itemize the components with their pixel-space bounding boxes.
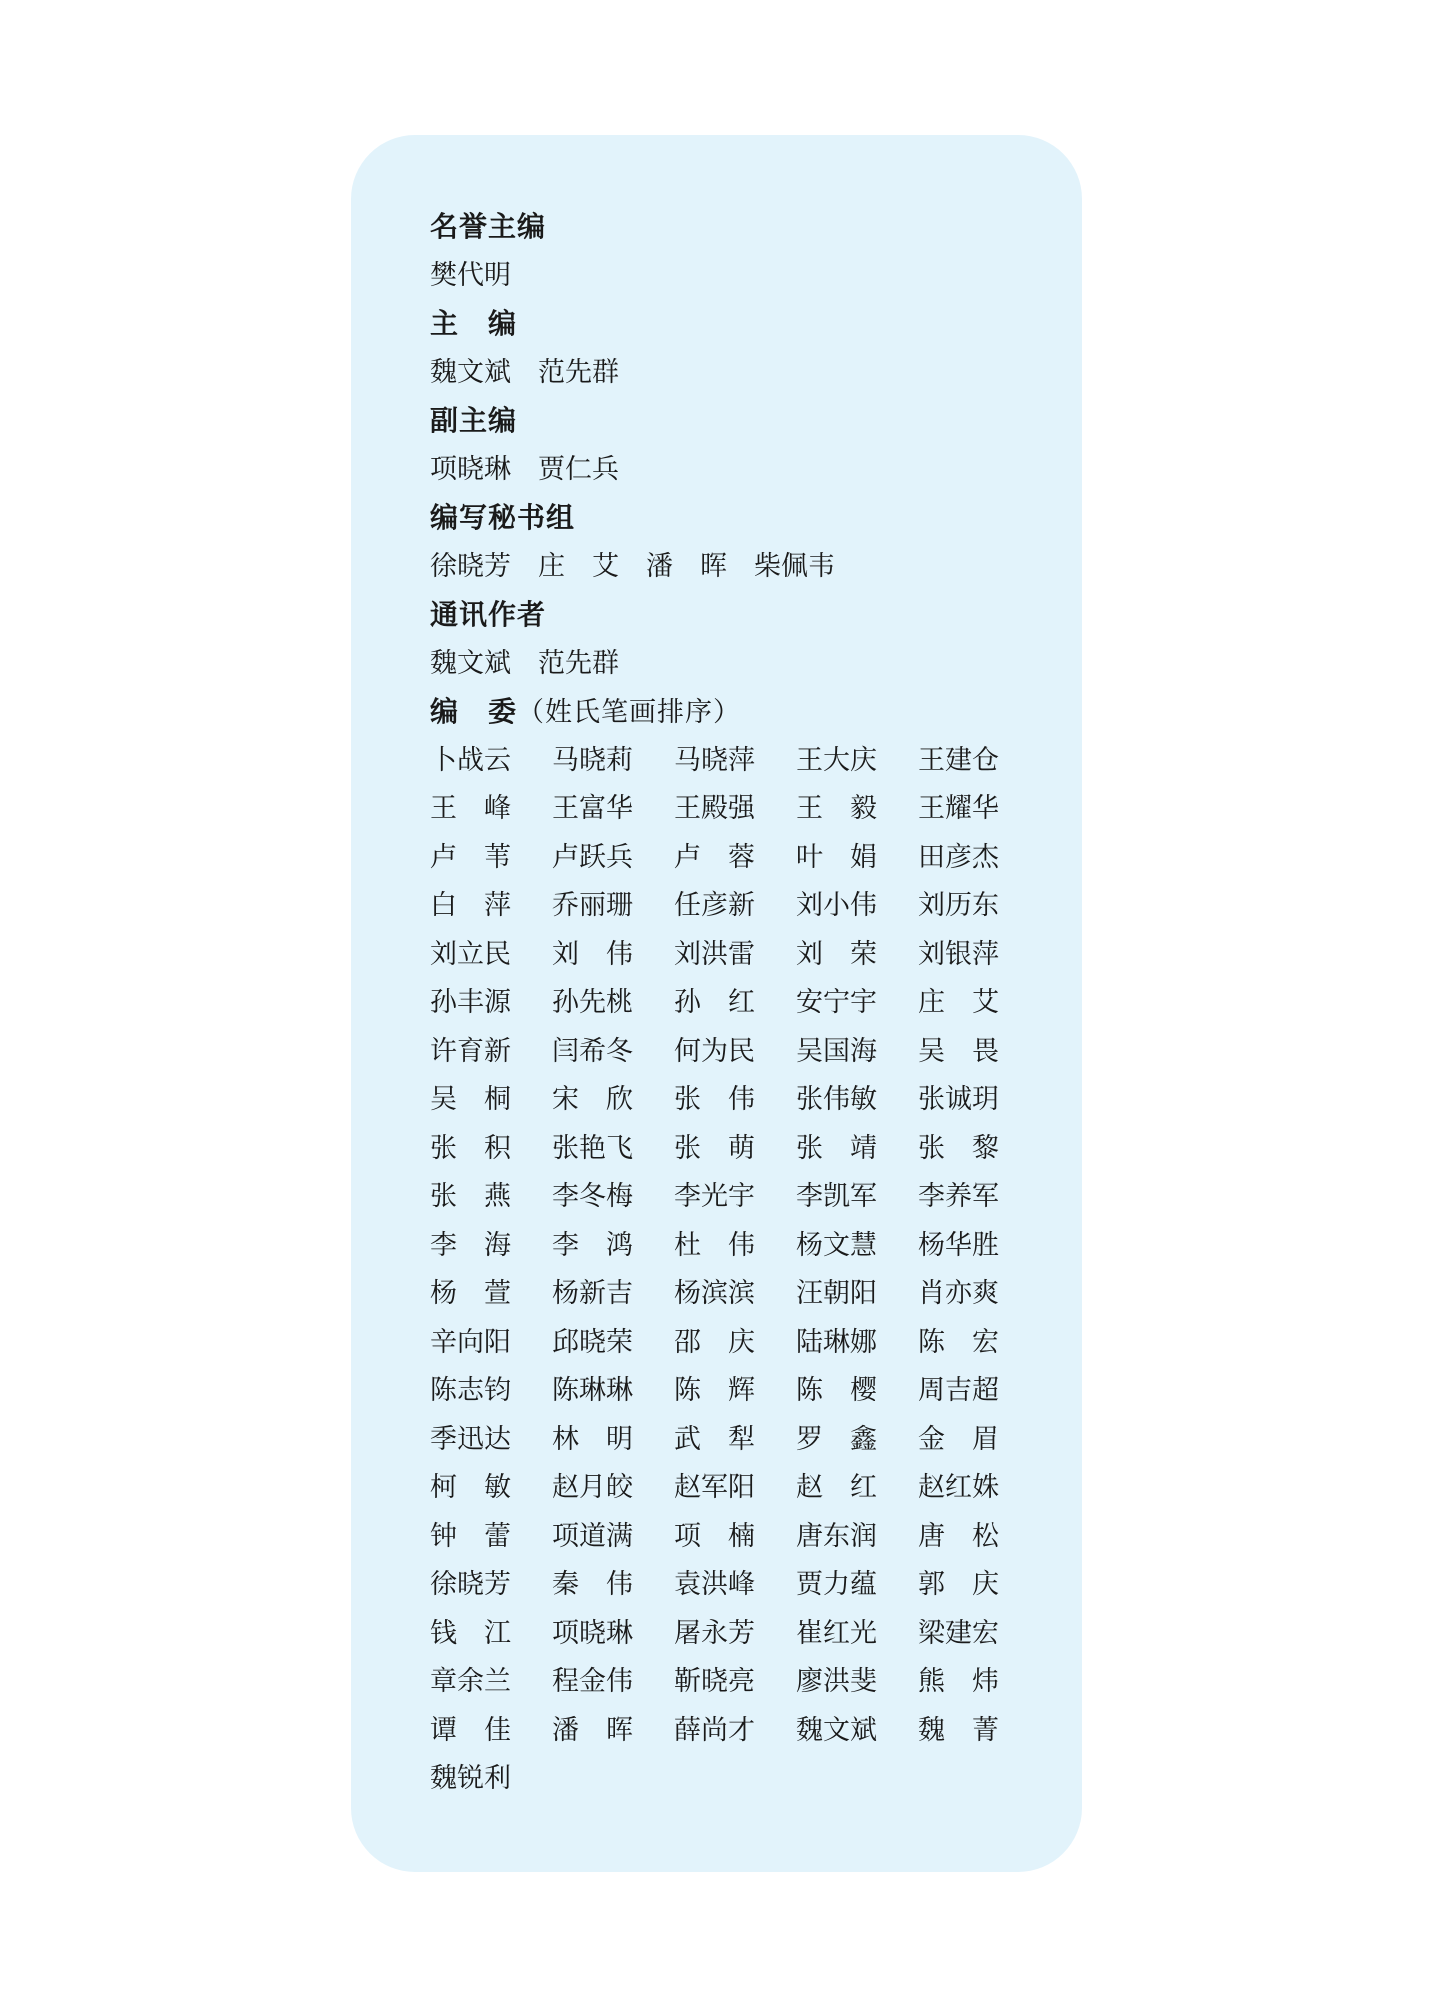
committee-member-name: 宋 欣 <box>552 1084 633 1115</box>
committee-member-name: 陈 宏 <box>918 1326 999 1358</box>
committee-member-name: 何为民 <box>674 1035 755 1067</box>
committee-member-name: 徐晓芳 <box>430 1569 511 1600</box>
committee-member-name: 卜战云 <box>430 744 511 776</box>
section-names-honorary-editor: 樊代明 <box>430 259 511 291</box>
committee-member-name: 陈 樱 <box>796 1375 877 1406</box>
committee-row <box>430 1319 1040 1368</box>
section-heading-honorary-editor: 名誉主编 <box>430 210 547 243</box>
committee-row <box>430 785 1040 834</box>
committee-row <box>430 882 1040 931</box>
committee-member-name: 李光宇 <box>674 1181 755 1212</box>
committee-heading-label: 编 委 <box>430 695 518 728</box>
committee-member-name: 孙先桃 <box>552 987 633 1018</box>
committee-row <box>430 1561 1040 1610</box>
committee-member-name: 唐 松 <box>918 1520 999 1552</box>
committee-row <box>430 1658 1040 1707</box>
committee-member-name: 谭 佳 <box>430 1714 511 1746</box>
committee-member-name: 邵 庆 <box>674 1326 755 1358</box>
committee-member-name: 刘 伟 <box>552 938 633 970</box>
committee-member-name: 薛尚才 <box>674 1714 755 1746</box>
committee-member-name: 白 萍 <box>430 890 511 921</box>
committee-member-name: 乔丽珊 <box>552 890 633 921</box>
section-heading-corresponding-author: 通讯作者 <box>430 598 547 631</box>
committee-member-name: 卢 蓉 <box>674 841 755 873</box>
committee-member-name: 杨 萱 <box>430 1278 511 1309</box>
committee-member-name: 闫希冬 <box>552 1035 633 1067</box>
committee-member-name: 汪朝阳 <box>796 1278 877 1309</box>
section-heading-secretariat: 编写秘书组 <box>430 501 576 534</box>
committee-member-name: 魏文斌 <box>796 1714 877 1746</box>
committee-row <box>430 1416 1040 1465</box>
committee-row <box>430 1222 1040 1271</box>
section-heading-chief-editor: 主 编 <box>430 307 518 340</box>
committee-member-name: 李养军 <box>918 1181 999 1212</box>
committee-row <box>430 1707 1040 1756</box>
committee-member-name: 廖洪斐 <box>796 1666 877 1697</box>
committee-member-name: 潘 晖 <box>552 1714 633 1746</box>
committee-row <box>430 1173 1040 1222</box>
committee-member-name: 吴 桐 <box>430 1084 511 1115</box>
committee-member-name: 张 黎 <box>918 1132 999 1164</box>
committee-member-name: 吴 畏 <box>918 1035 999 1067</box>
committee-member-name: 庄 艾 <box>918 987 999 1018</box>
committee-member-name: 王建仓 <box>918 744 999 776</box>
committee-member-name: 柯 敏 <box>430 1472 511 1503</box>
committee-row <box>430 1270 1040 1319</box>
committee-row <box>430 1755 1040 1804</box>
committee-member-name: 刘 荣 <box>796 938 877 970</box>
committee-member-name: 武 犁 <box>674 1423 755 1455</box>
committee-member-name: 罗 鑫 <box>796 1423 877 1455</box>
committee-member-name: 邱晓荣 <box>552 1326 633 1358</box>
committee-member-name: 崔红光 <box>796 1617 877 1649</box>
committee-member-name: 杨滨滨 <box>674 1278 755 1309</box>
committee-member-name: 杨华胜 <box>918 1229 999 1261</box>
committee-member-name: 陈志钧 <box>430 1375 511 1406</box>
committee-member-name: 孙 红 <box>674 987 755 1018</box>
committee-member-name: 田彦杰 <box>918 841 999 873</box>
committee-member-name: 肖亦爽 <box>918 1278 999 1309</box>
committee-member-name: 李 海 <box>430 1229 511 1261</box>
committee-member-name: 李冬梅 <box>552 1181 633 1212</box>
committee-member-name: 张 靖 <box>796 1132 877 1164</box>
committee-row <box>430 1367 1040 1416</box>
committee-member-name: 项 楠 <box>674 1520 755 1552</box>
committee-member-name: 马晓萍 <box>674 744 755 776</box>
committee-member-name: 王富华 <box>552 793 633 824</box>
committee-member-name: 张 积 <box>430 1132 511 1164</box>
committee-member-name: 张 萌 <box>674 1132 755 1164</box>
committee-member-name: 项晓琳 <box>552 1617 633 1649</box>
committee-member-name: 杨新吉 <box>552 1278 633 1309</box>
contributors-list <box>430 203 1040 1804</box>
committee-member-name: 陈琳琳 <box>552 1375 633 1406</box>
committee-member-name: 刘历东 <box>918 890 999 921</box>
committee-member-name: 王耀华 <box>918 793 999 824</box>
section-names-chief-editor: 魏文斌 范先群 <box>430 356 619 388</box>
committee-grid <box>430 737 1040 1804</box>
committee-row <box>430 834 1040 883</box>
committee-member-name: 刘立民 <box>430 938 511 970</box>
committee-member-name: 赵月皎 <box>552 1472 633 1503</box>
committee-member-name: 张 伟 <box>674 1084 755 1115</box>
committee-member-name: 梁建宏 <box>918 1617 999 1649</box>
committee-member-name: 郭 庆 <box>918 1569 999 1600</box>
committee-member-name: 周吉超 <box>918 1375 999 1406</box>
committee-row <box>430 1076 1040 1125</box>
committee-row <box>430 1464 1040 1513</box>
committee-row <box>430 1610 1040 1659</box>
committee-row <box>430 1028 1040 1077</box>
committee-member-name: 卢跃兵 <box>552 841 633 873</box>
committee-member-name: 刘银萍 <box>918 938 999 970</box>
committee-row <box>430 1125 1040 1174</box>
committee-member-name: 辛向阳 <box>430 1326 511 1358</box>
committee-member-name: 钱 江 <box>430 1617 511 1649</box>
committee-member-name: 章余兰 <box>430 1666 511 1697</box>
committee-member-name: 卢 苇 <box>430 841 511 873</box>
committee-member-name: 李凯军 <box>796 1181 877 1212</box>
committee-member-name: 唐东润 <box>796 1520 877 1552</box>
committee-member-name: 王 峰 <box>430 793 511 824</box>
committee-member-name: 任彦新 <box>674 890 755 921</box>
committee-member-name: 屠永芳 <box>674 1617 755 1649</box>
committee-member-name: 陆琳娜 <box>796 1326 877 1358</box>
committee-heading <box>430 688 1040 737</box>
committee-member-name: 季迅达 <box>430 1423 511 1455</box>
committee-member-name: 熊 炜 <box>918 1666 999 1697</box>
section-names-secretariat: 徐晓芳 庄 艾 潘 晖 柴佩韦 <box>430 550 835 582</box>
committee-member-name: 张艳飞 <box>552 1132 633 1164</box>
committee-row <box>430 1513 1040 1562</box>
committee-member-name: 赵 红 <box>796 1472 877 1503</box>
committee-member-name: 金 眉 <box>918 1423 999 1455</box>
committee-member-name: 钟 蕾 <box>430 1520 511 1552</box>
committee-row <box>430 979 1040 1028</box>
committee-member-name: 刘洪雷 <box>674 938 755 970</box>
section-names-corresponding-author: 魏文斌 范先群 <box>430 647 619 679</box>
committee-member-name: 王殿强 <box>674 793 755 824</box>
committee-member-name: 吴国海 <box>796 1035 877 1067</box>
committee-member-name: 刘小伟 <box>796 890 877 921</box>
section-names-deputy-editor: 项晓琳 贾仁兵 <box>430 453 619 485</box>
committee-member-name: 杨文慧 <box>796 1229 877 1261</box>
section-heading-deputy-editor: 副主编 <box>430 404 518 437</box>
committee-member-name: 张诚玥 <box>918 1084 999 1115</box>
committee-member-name: 项道满 <box>552 1520 633 1552</box>
committee-member-name: 张伟敏 <box>796 1084 877 1115</box>
committee-member-name: 赵军阳 <box>674 1472 755 1503</box>
committee-member-name: 张 燕 <box>430 1181 511 1212</box>
committee-member-name: 王 毅 <box>796 793 877 824</box>
committee-member-name: 程金伟 <box>552 1666 633 1697</box>
committee-member-name: 袁洪峰 <box>674 1569 755 1600</box>
committee-member-name: 许育新 <box>430 1035 511 1067</box>
committee-member-name: 杜 伟 <box>674 1229 755 1261</box>
committee-member-name: 秦 伟 <box>552 1569 633 1600</box>
committee-member-name: 陈 辉 <box>674 1375 755 1406</box>
committee-member-name: 马晓莉 <box>552 744 633 776</box>
committee-row <box>430 931 1040 980</box>
committee-member-name: 魏 菁 <box>918 1714 999 1746</box>
committee-member-name: 魏锐利 <box>430 1763 511 1794</box>
committee-member-name: 安宁宇 <box>796 987 877 1018</box>
committee-member-name: 赵红姝 <box>918 1472 999 1503</box>
committee-member-name: 王大庆 <box>796 744 877 776</box>
committee-member-name: 贾力蕴 <box>796 1569 877 1600</box>
committee-heading-note: （姓氏笔画排序） <box>517 697 742 728</box>
committee-member-name: 李 鸿 <box>552 1229 633 1261</box>
committee-member-name: 靳晓亮 <box>674 1666 755 1697</box>
committee-member-name: 叶 娟 <box>796 841 877 873</box>
committee-member-name: 林 明 <box>552 1423 633 1455</box>
committee-member-name: 孙丰源 <box>430 987 511 1018</box>
committee-row <box>430 737 1040 786</box>
